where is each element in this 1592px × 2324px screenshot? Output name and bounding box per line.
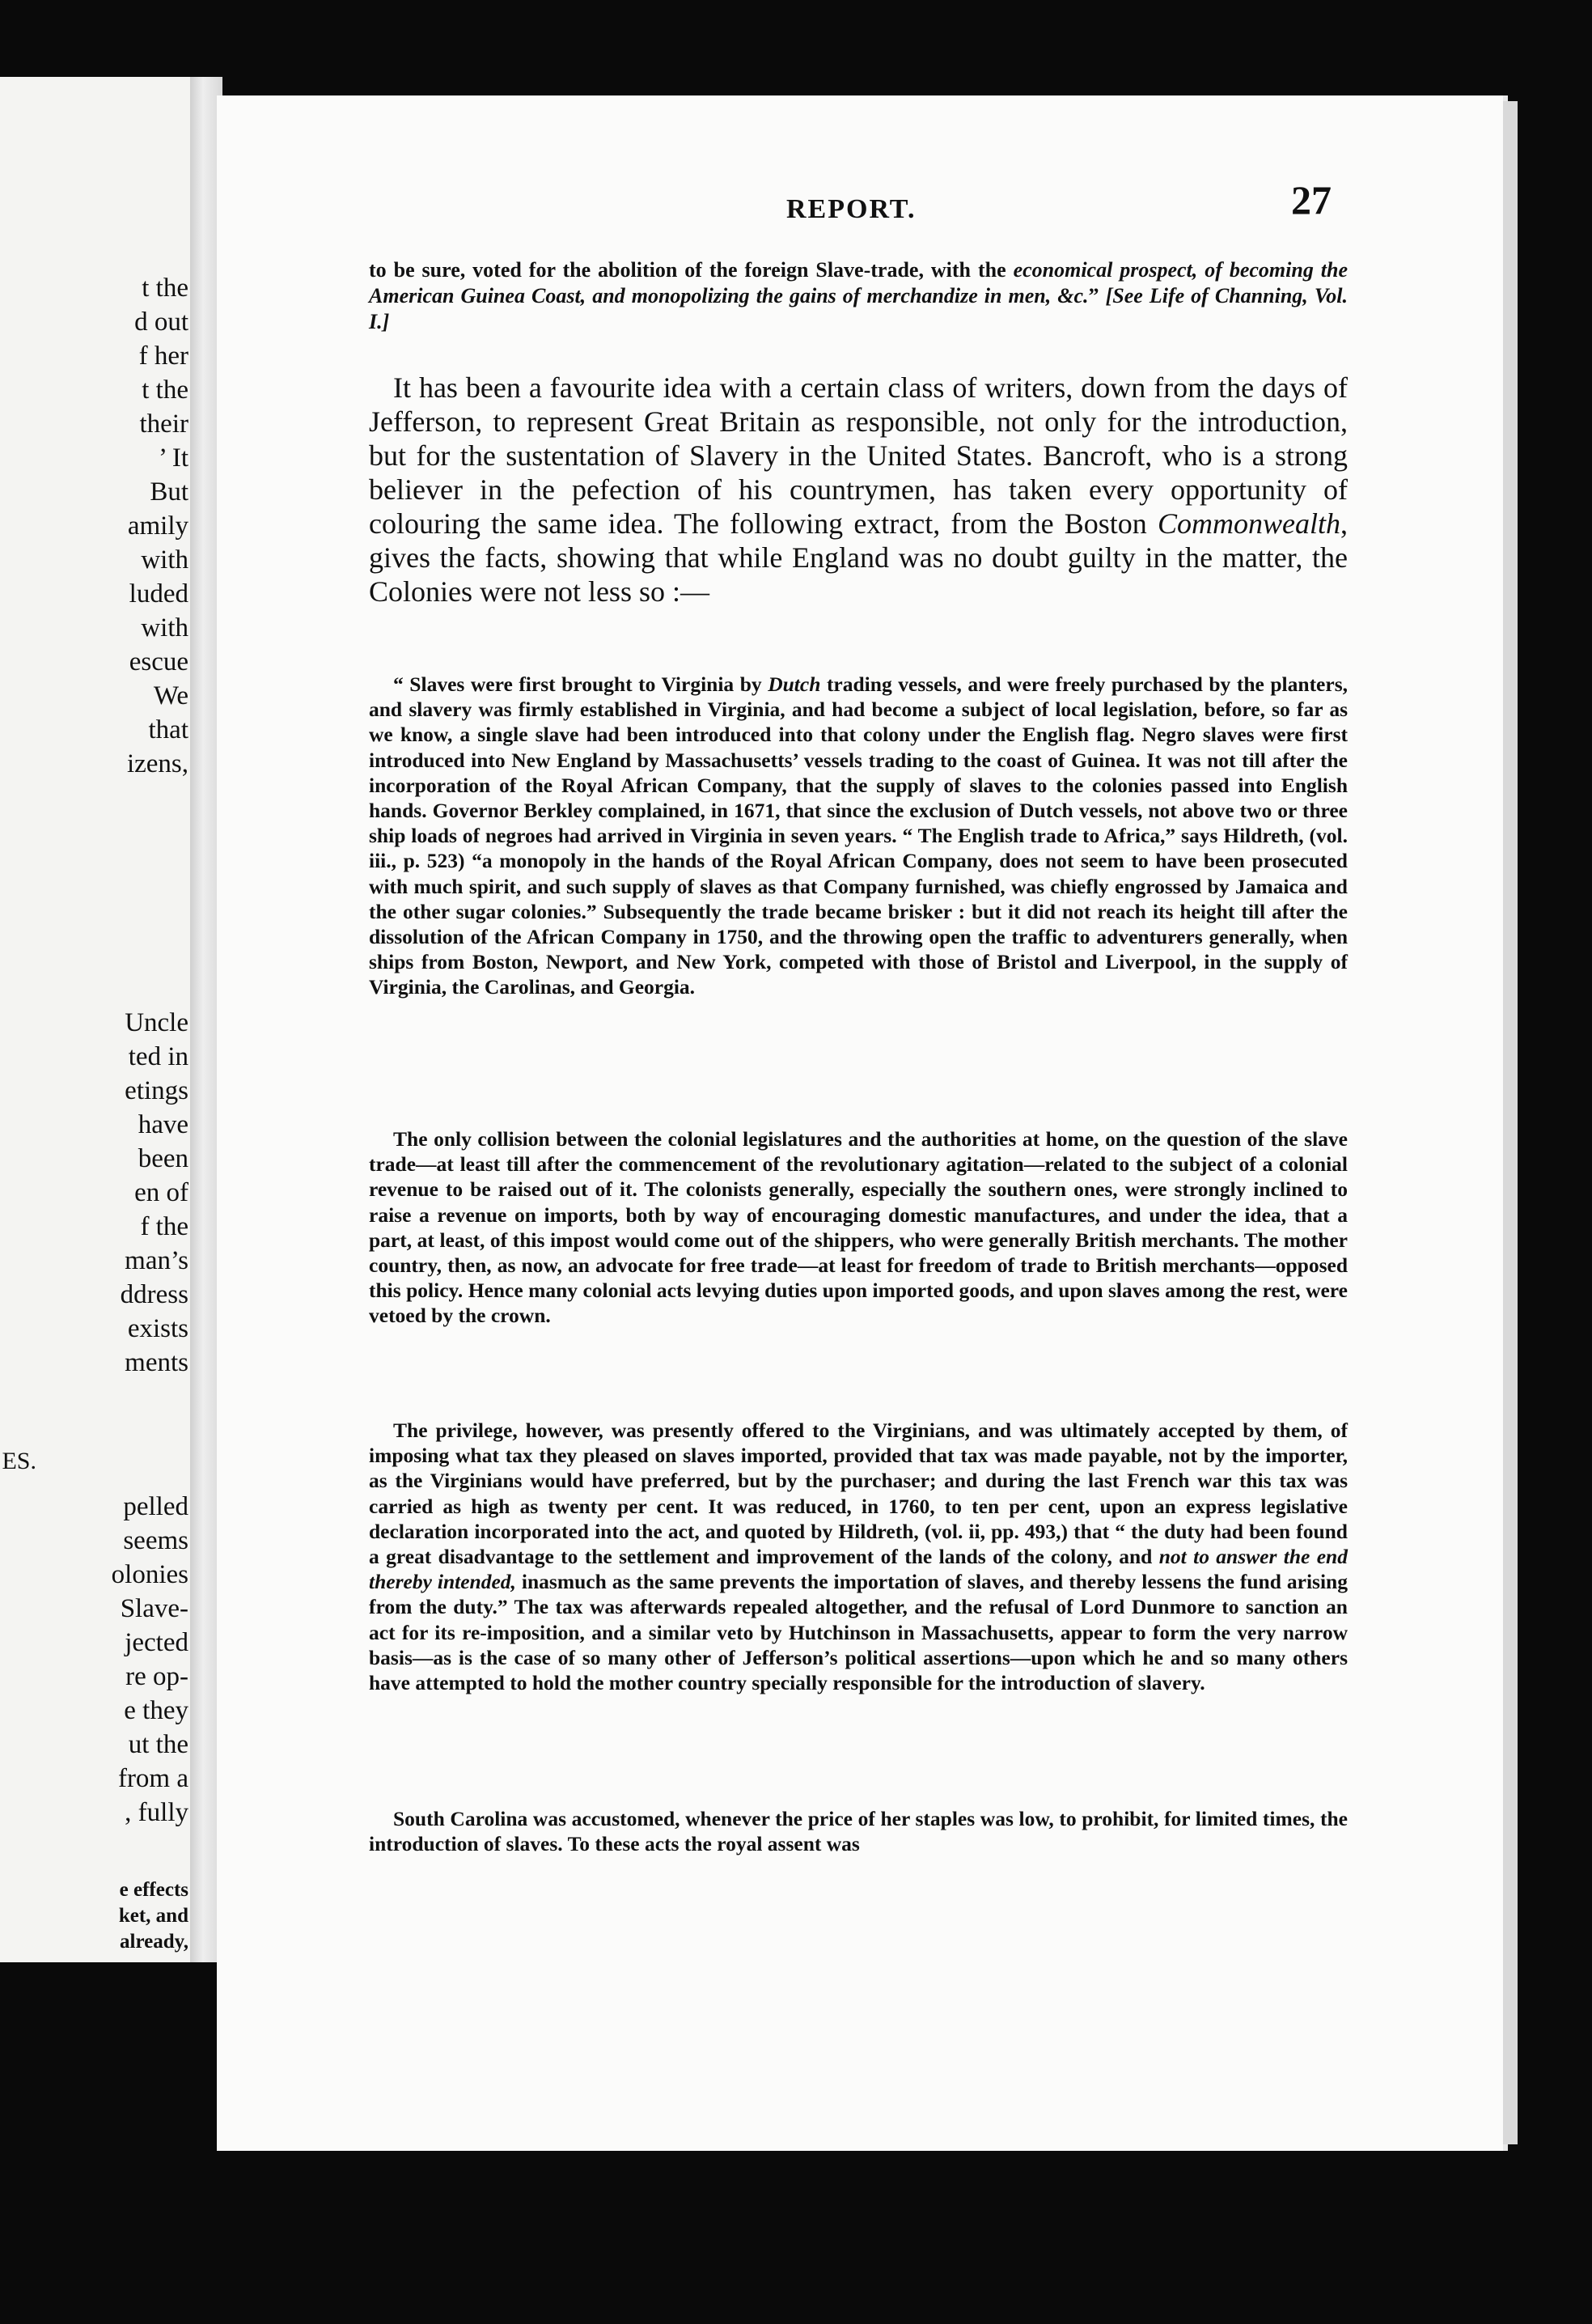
facing-page-fragment — [0, 77, 198, 1962]
intro-italic: Commonwealth — [1157, 507, 1340, 540]
quote-close: ” — [1088, 284, 1106, 307]
facing-page-line: f her — [138, 341, 188, 371]
facing-page-line: etings — [125, 1076, 188, 1105]
facing-page-line: We — [153, 681, 188, 710]
facing-page-line: seems — [123, 1526, 188, 1555]
extract-paragraph-1 — [369, 672, 1348, 1000]
facing-page-line: olonies — [111, 1560, 188, 1589]
citation: [See Life of Channing, Vol. I.] — [369, 284, 1349, 333]
facing-page-line: man’s — [125, 1246, 188, 1275]
facing-page-line: ments — [125, 1348, 188, 1377]
facing-page-line: amily — [127, 511, 188, 541]
facing-page-line: escue — [129, 647, 188, 676]
intro-text: It has been a favourite idea with a certain class of writers, down from the days of Jefferson, to represent Great Britain as responsible, not only for the introduction, but for the sustentation of Slavery in the United States. Bancroft, who is a strong believer in the pefection of his countrymen, has taken every opportunity of colouring the same idea. The following extract, from the Boston — [369, 371, 1348, 540]
facing-page-line: have — [138, 1110, 188, 1139]
extract-italic: not to answer the end thereby intended, — [369, 1545, 1348, 1594]
facing-page-line: , fully — [125, 1798, 188, 1827]
page-edge — [1503, 101, 1518, 2144]
facing-page-text-top — [127, 271, 188, 781]
extract-paragraph-3 — [369, 1418, 1348, 1695]
facing-page-footnote — [119, 1877, 188, 1955]
facing-page-line: ’ It — [159, 443, 188, 473]
extract-text: The privilege, however, was presently offered to the Virginians, and was ultimately accepted by them, of imposing what tax they pleased on slaves imported, provided that tax was made payable, not by the importer, as the Virginians would have preferred, but by the purchaser; and during the last French war this tax was carried as high as twenty per cent. It was reduced, in 1760, to ten per cent, upon an express legislative declaration incorporated into the act, and quoted by Hildreth, (vol. ii, pp. 493,) that “ the duty had been found a great disadvantage to the settlement and improvement of the lands of the colony, and — [369, 1419, 1348, 1569]
facing-page-line: pelled — [123, 1492, 188, 1521]
facing-page-line: jected — [125, 1628, 188, 1657]
running-header: REPORT. — [786, 194, 917, 224]
extract-text-cont: inasmuch as the same prevents the importation of slaves, and thereby lessens the fund arising from the duty.” The tax was afterwards repealed altogether, and the refusal of Lord Dunmore to sanction an act for its re-imposition, and a similar veto by Hutchinson in Massachusetts, appear to form the very narrow basis—as is the case of so many other of Jefferson’s political assertions—upon which he and so many others have attempted to hold the mother country specially responsible for the introduction of slavery. — [369, 1570, 1348, 1695]
facing-page-footnote-line: already, — [120, 1931, 188, 1953]
facing-page-line: their — [139, 409, 188, 439]
intro-text-end: , gives the facts, showing that while England was no doubt guilty in the matter, the Colonies were not less so :— — [369, 507, 1348, 608]
facing-page-line: e they — [124, 1696, 188, 1725]
extract-paragraph-4: South Carolina was accustomed, whenever the price of her staples was low, to prohibit, for limited times, the introduction of slaves. To these acts the royal assent was — [369, 1807, 1348, 1856]
intro-paragraph — [369, 371, 1348, 609]
facing-page-line: f the — [140, 1212, 188, 1241]
facing-page-line: But — [150, 477, 188, 507]
facing-page-line: been — [138, 1144, 188, 1173]
facing-page-line: ut the — [128, 1730, 188, 1759]
facing-page-line: ted in — [128, 1042, 188, 1071]
quote-continuation — [369, 257, 1348, 335]
facing-page-line: with — [141, 545, 188, 575]
page-number: 27 — [1291, 177, 1332, 223]
facing-page-line: t the — [142, 274, 188, 303]
quote-italic-text: economical prospect, of becoming the American Guinea Coast, and monopolizing the gains of merchandize in men, &c. — [369, 258, 1349, 307]
facing-page-footnote-line: e effects — [119, 1879, 188, 1901]
facing-page-line: ddress — [120, 1280, 188, 1309]
facing-page-line: Slave- — [120, 1594, 188, 1623]
facing-page-line: izens, — [126, 749, 188, 778]
facing-page-footnote-line: ket, and — [118, 1905, 188, 1927]
facing-page-line: en of — [134, 1178, 188, 1207]
facing-page-line: d out — [134, 307, 188, 337]
quote-text: to be sure, voted for the abolition of the foreign Slave-trade, with the — [369, 258, 1014, 282]
facing-page-line: Uncle — [125, 1008, 188, 1037]
facing-page-text-middle — [121, 1006, 188, 1380]
facing-page-line: luded — [129, 579, 188, 609]
facing-page-line: exists — [127, 1314, 188, 1343]
facing-page-line: from a — [117, 1764, 188, 1793]
facing-page-text-bottom — [112, 1490, 188, 1830]
extract-text-cont: trading vessels, and were freely purchased by the planters, and slavery was firmly established in Virginia, and had become a subject of local legislation, before, so far as we know, a single slave had been introduced into that colony under the English flag. Negro slaves were first introduced into New England by Massachusetts’ vessels trading to the coast of Guinea. It was not till after the incorporation of the Royal African Company, that the supply of slaves to the colonies passed into English hands. Governor Berkley complained, in 1671, that since the exclusion of Dutch vessels, not above two or three ship loads of negroes had arrived in Virginia in seven years. “ The English trade to Africa,” says Hildreth, (vol. iii., p. 523) “a monopoly in the hands of the Royal African Company, does not seem to have been prosecuted with much spirit, and such supply of slaves as that Company furnished, was chiefly engrossed by Jamaica and the other sugar colonies.” Subsequently the trade became brisker : but it did not reach its height till after the dissolution of the African Company in 1750, and the throwing open the traffic to adventurers generally, when ships from Boston, Newport, and New York, competed with those of Bristol and Liverpool, in the supply of Virginia, the Carolinas, and Georgia. — [369, 672, 1348, 999]
facing-page-section-label: ES. — [2, 1448, 36, 1474]
facing-page-line: that — [148, 715, 188, 744]
extract-paragraph-2: The only collision between the colonial legislatures and the authorities at home, on the question of the slave trade—at least till after the commencement of the revolutionary agitation—related to the subject of a colonial revenue to be raised out of it. The colonists generally, especially the southern ones, were strongly inclined to raise a revenue on imports, both by way of encouraging domestic manufactures, and under the idea, that a part, at least, of this impost would come out of the shippers, who were generally British merchants. The mother country, then, as now, an advocate for free trade—at least for freedom of trade to British merchants—opposed this policy. Hence many colonial acts levying duties upon imported goods, and upon slaves among the rest, were vetoed by the crown. — [369, 1127, 1348, 1328]
extract-text: “ Slaves were first brought to Virginia by — [393, 672, 768, 696]
facing-page-line: t the — [142, 375, 188, 405]
facing-page-line: with — [141, 613, 188, 642]
facing-page-line: re op- — [125, 1662, 188, 1691]
extract-italic: Dutch — [768, 672, 821, 696]
